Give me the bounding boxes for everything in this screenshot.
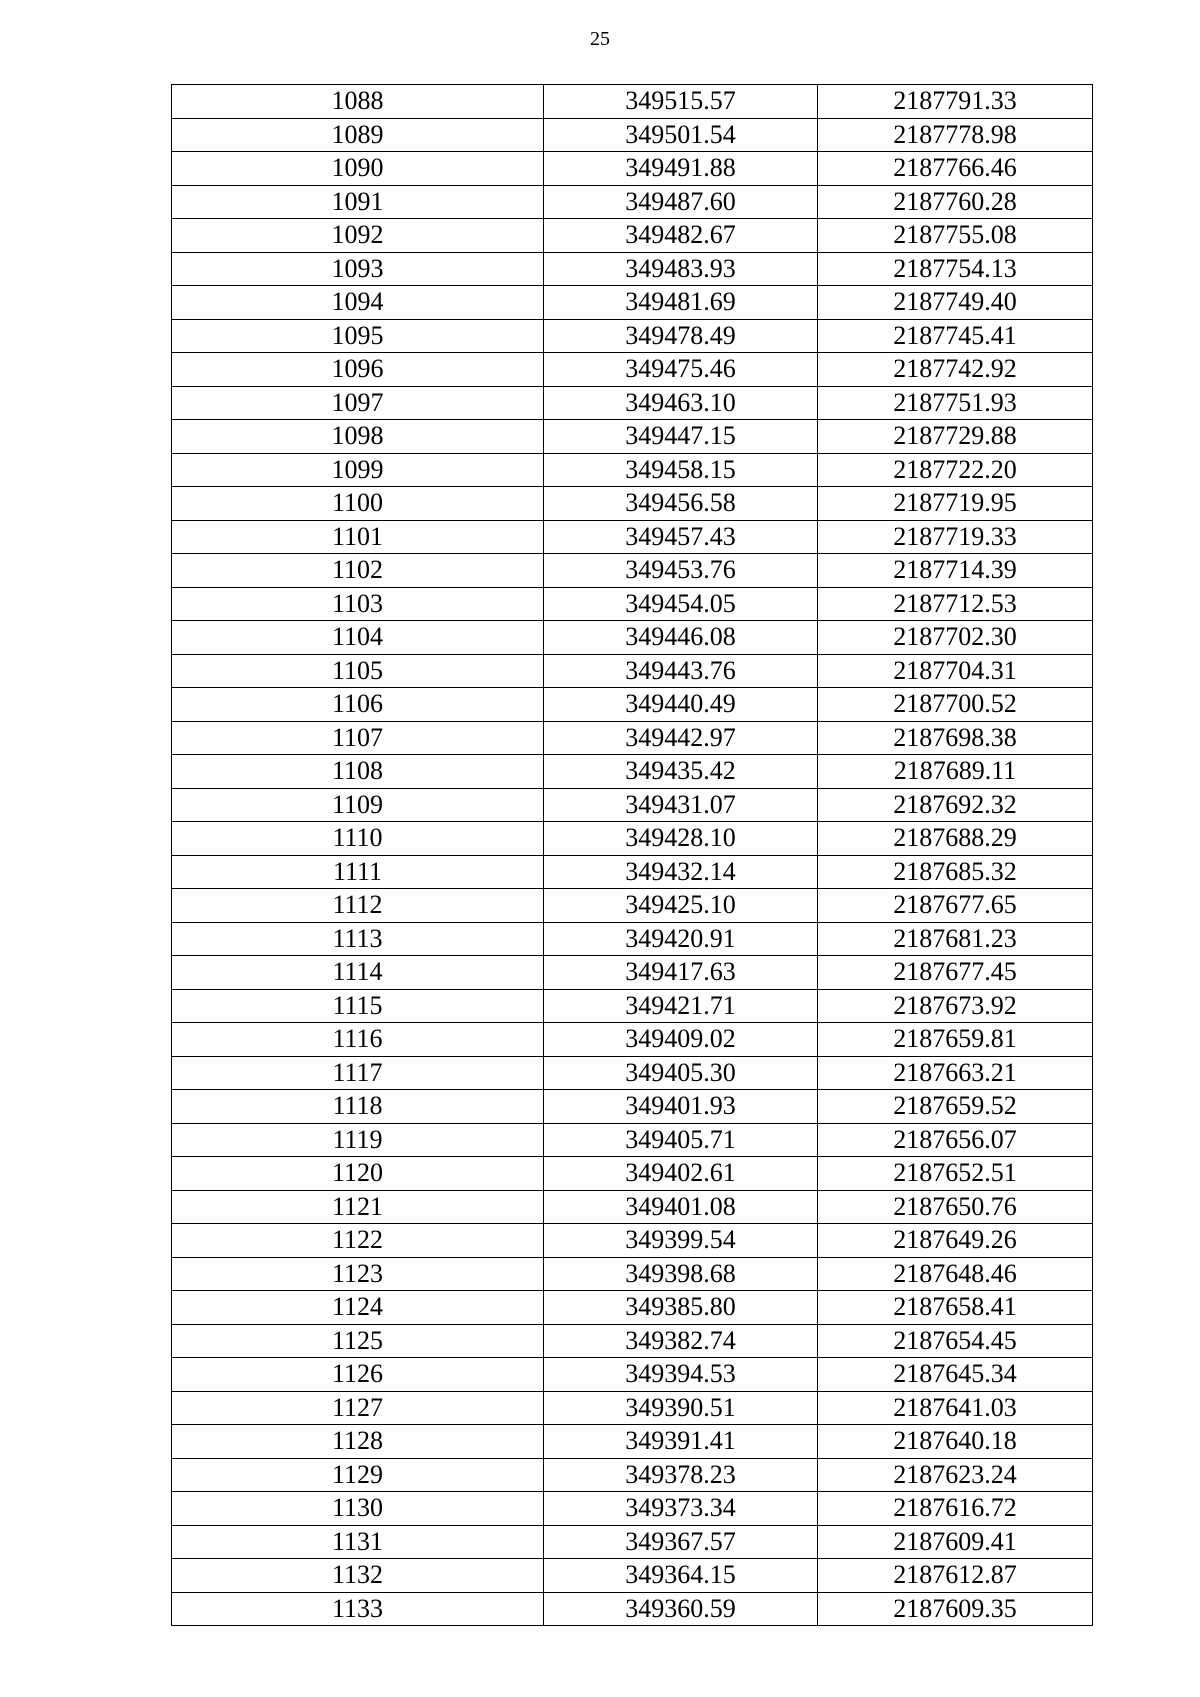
point-number-cell: 1107 [172, 721, 544, 755]
table-row [172, 1123, 1093, 1157]
table-row [172, 822, 1093, 856]
point-number-cell: 1089 [172, 118, 544, 152]
x-coordinate-cell: 349463.10 [544, 386, 818, 420]
point-number-cell: 1119 [172, 1123, 544, 1157]
y-coordinate-cell: 2187698.38 [818, 721, 1093, 755]
table-row [172, 1425, 1093, 1459]
x-coordinate-cell: 349453.76 [544, 554, 818, 588]
point-number-cell: 1101 [172, 520, 544, 554]
table-row [172, 1391, 1093, 1425]
point-number-cell: 1128 [172, 1425, 544, 1459]
table-row [172, 1291, 1093, 1325]
table-row [172, 989, 1093, 1023]
point-number-cell: 1099 [172, 453, 544, 487]
point-number-cell: 1105 [172, 654, 544, 688]
x-coordinate-cell: 349428.10 [544, 822, 818, 856]
x-coordinate-cell: 349481.69 [544, 286, 818, 320]
x-coordinate-cell: 349457.43 [544, 520, 818, 554]
point-number-cell: 1122 [172, 1224, 544, 1258]
x-coordinate-cell: 349475.46 [544, 353, 818, 387]
y-coordinate-cell: 2187688.29 [818, 822, 1093, 856]
page-number: 25 [590, 28, 610, 50]
y-coordinate-cell: 2187689.11 [818, 755, 1093, 789]
x-coordinate-cell: 349491.88 [544, 152, 818, 186]
y-coordinate-cell: 2187766.46 [818, 152, 1093, 186]
y-coordinate-cell: 2187714.39 [818, 554, 1093, 588]
point-number-cell: 1094 [172, 286, 544, 320]
table-row [172, 621, 1093, 655]
y-coordinate-cell: 2187791.33 [818, 85, 1093, 119]
y-coordinate-cell: 2187700.52 [818, 688, 1093, 722]
y-coordinate-cell: 2187609.35 [818, 1592, 1093, 1626]
table-row [172, 520, 1093, 554]
x-coordinate-cell: 349432.14 [544, 855, 818, 889]
x-coordinate-cell: 349367.57 [544, 1525, 818, 1559]
point-number-cell: 1106 [172, 688, 544, 722]
point-number-cell: 1092 [172, 219, 544, 253]
table-row [172, 1525, 1093, 1559]
point-number-cell: 1130 [172, 1492, 544, 1526]
point-number-cell: 1110 [172, 822, 544, 856]
point-number-cell: 1093 [172, 252, 544, 286]
table-row [172, 1224, 1093, 1258]
y-coordinate-cell: 2187712.53 [818, 587, 1093, 621]
x-coordinate-cell: 349447.15 [544, 420, 818, 454]
point-number-cell: 1116 [172, 1023, 544, 1057]
point-number-cell: 1127 [172, 1391, 544, 1425]
x-coordinate-cell: 349364.15 [544, 1559, 818, 1593]
y-coordinate-cell: 2187704.31 [818, 654, 1093, 688]
coordinates-table-body [172, 85, 1093, 1626]
table-row [172, 855, 1093, 889]
point-number-cell: 1118 [172, 1090, 544, 1124]
table-row [172, 654, 1093, 688]
y-coordinate-cell: 2187648.46 [818, 1257, 1093, 1291]
table-row [172, 386, 1093, 420]
table-row [172, 1559, 1093, 1593]
table-row [172, 755, 1093, 789]
table-row [172, 487, 1093, 521]
y-coordinate-cell: 2187692.32 [818, 788, 1093, 822]
y-coordinate-cell: 2187645.34 [818, 1358, 1093, 1392]
y-coordinate-cell: 2187778.98 [818, 118, 1093, 152]
point-number-cell: 1088 [172, 85, 544, 119]
table-row [172, 1023, 1093, 1057]
table-row [172, 286, 1093, 320]
y-coordinate-cell: 2187640.18 [818, 1425, 1093, 1459]
table-row [172, 319, 1093, 353]
x-coordinate-cell: 349487.60 [544, 185, 818, 219]
table-row [172, 219, 1093, 253]
point-number-cell: 1123 [172, 1257, 544, 1291]
point-number-cell: 1112 [172, 889, 544, 923]
x-coordinate-cell: 349402.61 [544, 1157, 818, 1191]
point-number-cell: 1125 [172, 1324, 544, 1358]
y-coordinate-cell: 2187755.08 [818, 219, 1093, 253]
y-coordinate-cell: 2187641.03 [818, 1391, 1093, 1425]
point-number-cell: 1102 [172, 554, 544, 588]
table-row [172, 1592, 1093, 1626]
y-coordinate-cell: 2187656.07 [818, 1123, 1093, 1157]
y-coordinate-cell: 2187649.26 [818, 1224, 1093, 1258]
table-row [172, 889, 1093, 923]
point-number-cell: 1097 [172, 386, 544, 420]
y-coordinate-cell: 2187742.92 [818, 353, 1093, 387]
x-coordinate-cell: 349431.07 [544, 788, 818, 822]
point-number-cell: 1115 [172, 989, 544, 1023]
y-coordinate-cell: 2187722.20 [818, 453, 1093, 487]
y-coordinate-cell: 2187658.41 [818, 1291, 1093, 1325]
point-number-cell: 1113 [172, 922, 544, 956]
y-coordinate-cell: 2187612.87 [818, 1559, 1093, 1593]
table-row [172, 1090, 1093, 1124]
table-row [172, 1358, 1093, 1392]
table-row [172, 721, 1093, 755]
x-coordinate-cell: 349454.05 [544, 587, 818, 621]
x-coordinate-cell: 349478.49 [544, 319, 818, 353]
table-row [172, 118, 1093, 152]
table-row [172, 85, 1093, 119]
x-coordinate-cell: 349440.49 [544, 688, 818, 722]
y-coordinate-cell: 2187654.45 [818, 1324, 1093, 1358]
x-coordinate-cell: 349382.74 [544, 1324, 818, 1358]
point-number-cell: 1121 [172, 1190, 544, 1224]
x-coordinate-cell: 349405.30 [544, 1056, 818, 1090]
y-coordinate-cell: 2187609.41 [818, 1525, 1093, 1559]
point-number-cell: 1109 [172, 788, 544, 822]
x-coordinate-cell: 349442.97 [544, 721, 818, 755]
table-row [172, 554, 1093, 588]
y-coordinate-cell: 2187681.23 [818, 922, 1093, 956]
point-number-cell: 1120 [172, 1157, 544, 1191]
point-number-cell: 1091 [172, 185, 544, 219]
y-coordinate-cell: 2187659.52 [818, 1090, 1093, 1124]
y-coordinate-cell: 2187652.51 [818, 1157, 1093, 1191]
point-number-cell: 1108 [172, 755, 544, 789]
point-number-cell: 1090 [172, 152, 544, 186]
x-coordinate-cell: 349420.91 [544, 922, 818, 956]
table-row [172, 587, 1093, 621]
point-number-cell: 1096 [172, 353, 544, 387]
x-coordinate-cell: 349446.08 [544, 621, 818, 655]
point-number-cell: 1098 [172, 420, 544, 454]
x-coordinate-cell: 349401.08 [544, 1190, 818, 1224]
table-row [172, 688, 1093, 722]
x-coordinate-cell: 349391.41 [544, 1425, 818, 1459]
x-coordinate-cell: 349398.68 [544, 1257, 818, 1291]
x-coordinate-cell: 349435.42 [544, 755, 818, 789]
table-row [172, 1324, 1093, 1358]
table-row [172, 1458, 1093, 1492]
y-coordinate-cell: 2187623.24 [818, 1458, 1093, 1492]
y-coordinate-cell: 2187659.81 [818, 1023, 1093, 1057]
y-coordinate-cell: 2187673.92 [818, 989, 1093, 1023]
point-number-cell: 1111 [172, 855, 544, 889]
y-coordinate-cell: 2187719.95 [818, 487, 1093, 521]
point-number-cell: 1114 [172, 956, 544, 990]
y-coordinate-cell: 2187685.32 [818, 855, 1093, 889]
y-coordinate-cell: 2187751.93 [818, 386, 1093, 420]
y-coordinate-cell: 2187729.88 [818, 420, 1093, 454]
x-coordinate-cell: 349483.93 [544, 252, 818, 286]
x-coordinate-cell: 349417.63 [544, 956, 818, 990]
x-coordinate-cell: 349515.57 [544, 85, 818, 119]
point-number-cell: 1124 [172, 1291, 544, 1325]
x-coordinate-cell: 349501.54 [544, 118, 818, 152]
table-row [172, 1492, 1093, 1526]
x-coordinate-cell: 349401.93 [544, 1090, 818, 1124]
table-row [172, 1257, 1093, 1291]
x-coordinate-cell: 349409.02 [544, 1023, 818, 1057]
y-coordinate-cell: 2187745.41 [818, 319, 1093, 353]
x-coordinate-cell: 349458.15 [544, 453, 818, 487]
table-row [172, 788, 1093, 822]
table-row [172, 185, 1093, 219]
point-number-cell: 1129 [172, 1458, 544, 1492]
y-coordinate-cell: 2187677.45 [818, 956, 1093, 990]
table-row [172, 353, 1093, 387]
y-coordinate-cell: 2187663.21 [818, 1056, 1093, 1090]
x-coordinate-cell: 349394.53 [544, 1358, 818, 1392]
point-number-cell: 1103 [172, 587, 544, 621]
x-coordinate-cell: 349385.80 [544, 1291, 818, 1325]
point-number-cell: 1132 [172, 1559, 544, 1593]
table-row [172, 252, 1093, 286]
x-coordinate-cell: 349373.34 [544, 1492, 818, 1526]
y-coordinate-cell: 2187754.13 [818, 252, 1093, 286]
table-row [172, 1157, 1093, 1191]
table-row [172, 922, 1093, 956]
y-coordinate-cell: 2187760.28 [818, 185, 1093, 219]
y-coordinate-cell: 2187702.30 [818, 621, 1093, 655]
point-number-cell: 1126 [172, 1358, 544, 1392]
x-coordinate-cell: 349456.58 [544, 487, 818, 521]
x-coordinate-cell: 349421.71 [544, 989, 818, 1023]
table-row [172, 1190, 1093, 1224]
point-number-cell: 1133 [172, 1592, 544, 1626]
point-number-cell: 1117 [172, 1056, 544, 1090]
x-coordinate-cell: 349405.71 [544, 1123, 818, 1157]
table-row [172, 453, 1093, 487]
x-coordinate-cell: 349425.10 [544, 889, 818, 923]
y-coordinate-cell: 2187719.33 [818, 520, 1093, 554]
x-coordinate-cell: 349390.51 [544, 1391, 818, 1425]
x-coordinate-cell: 349360.59 [544, 1592, 818, 1626]
table-row [172, 1056, 1093, 1090]
y-coordinate-cell: 2187650.76 [818, 1190, 1093, 1224]
y-coordinate-cell: 2187616.72 [818, 1492, 1093, 1526]
point-number-cell: 1095 [172, 319, 544, 353]
table-row [172, 956, 1093, 990]
table-row [172, 152, 1093, 186]
point-number-cell: 1100 [172, 487, 544, 521]
x-coordinate-cell: 349399.54 [544, 1224, 818, 1258]
x-coordinate-cell: 349378.23 [544, 1458, 818, 1492]
point-number-cell: 1104 [172, 621, 544, 655]
coordinates-table [171, 84, 1093, 1626]
y-coordinate-cell: 2187677.65 [818, 889, 1093, 923]
point-number-cell: 1131 [172, 1525, 544, 1559]
x-coordinate-cell: 349482.67 [544, 219, 818, 253]
table-row [172, 420, 1093, 454]
y-coordinate-cell: 2187749.40 [818, 286, 1093, 320]
x-coordinate-cell: 349443.76 [544, 654, 818, 688]
